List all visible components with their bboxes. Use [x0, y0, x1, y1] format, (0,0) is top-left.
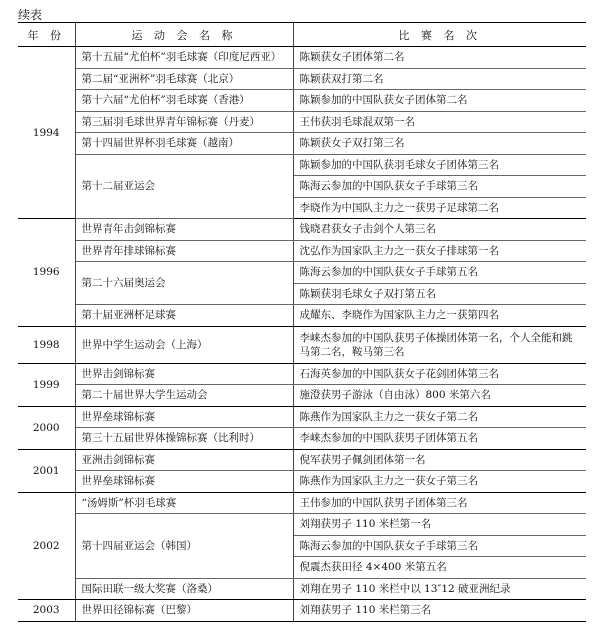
result-cell: 陈海云参加的中国队获女子手球第三名: [293, 535, 586, 557]
events-table: [18, 22, 586, 622]
event-cell: 第十二届亚运会: [75, 154, 293, 219]
table-body: [18, 47, 586, 622]
result-cell: 王伟获羽毛球混双第一名: [293, 111, 586, 133]
year-cell: 2003: [18, 600, 75, 622]
event-cell: 第十届亚洲杯足球赛: [75, 305, 293, 327]
continued-label: 续表: [18, 8, 43, 22]
result-cell: 钱晓君获女子击剑个人第三名: [293, 219, 586, 241]
year-cell: 2000: [18, 406, 75, 449]
result-cell: 石海英参加的中国队获女子花剑团体第三名: [293, 363, 586, 385]
year-cell: 1999: [18, 363, 75, 406]
header-result: 比 赛 名 次: [293, 23, 586, 47]
result-cell: 倪震杰获田径 4×400 米第五名: [293, 557, 586, 579]
event-cell: 亚洲击剑锦标赛: [75, 449, 293, 471]
result-cell: 陈颖获双打第二名: [293, 68, 586, 90]
table-row: [18, 219, 586, 241]
event-cell: 第十四届亚运会（韩国）: [75, 514, 293, 579]
table-row: [18, 240, 586, 262]
year-cell: 1994: [18, 47, 75, 219]
result-cell: 李晓作为中国队主力之一获男子足球第二名: [293, 197, 586, 219]
result-cell: 刘翔获男子 110 米栏第三名: [293, 600, 586, 622]
event-cell: 世界青年排球锦标赛: [75, 240, 293, 262]
table-row: [18, 600, 586, 622]
table-row: [18, 578, 586, 600]
event-cell: 第十六届“尤伯杯”羽毛球赛（香港）: [75, 90, 293, 112]
result-cell: 陈燕作为国家队主力之一获女子第二名: [293, 406, 586, 428]
event-cell: 第三届羽毛球世界青年锦标赛（丹麦）: [75, 111, 293, 133]
result-cell: 陈颖参加的中国队获羽毛球女子团体第三名: [293, 154, 586, 176]
result-cell: 陈海云参加的中国队获女子手球第五名: [293, 262, 586, 284]
header-row: [18, 23, 586, 47]
result-cell: 成耀东、李晓作为国家队主力之一获第四名: [293, 305, 586, 327]
event-cell: 第十五届“尤伯杯”羽毛球赛（印度尼西亚）: [75, 47, 293, 69]
table-row: [18, 47, 586, 69]
result-cell: 陈颖参加的中国队获女子团体第二名: [293, 90, 586, 112]
event-cell: 第十四届世界杯羽毛球赛（越南）: [75, 133, 293, 155]
table-row: [18, 514, 586, 536]
year-cell: 1998: [18, 326, 75, 363]
table-row: [18, 363, 586, 385]
table-row: [18, 406, 586, 428]
result-cell: 刘翔在男子 110 米栏中以 13″12 破亚洲纪录: [293, 578, 586, 600]
table-row: [18, 385, 586, 407]
table-row: [18, 90, 586, 112]
event-cell: 世界击剑锦标赛: [75, 363, 293, 385]
result-cell: 陈颖获女子双打第三名: [293, 133, 586, 155]
table-row: [18, 262, 586, 284]
table-row: [18, 428, 586, 450]
result-cell: 陈颖获羽毛球女子双打第五名: [293, 283, 586, 305]
result-cell: 陈燕作为国家队主力之一获女子第三名: [293, 471, 586, 493]
event-cell: 世界中学生运动会（上海）: [75, 326, 293, 363]
table-row: [18, 471, 586, 493]
table-row: [18, 305, 586, 327]
header-year: 年 份: [18, 23, 75, 47]
year-cell: 1996: [18, 219, 75, 327]
event-cell: 第二十届世界大学生运动会: [75, 385, 293, 407]
table-row: [18, 68, 586, 90]
event-cell: 世界垒球锦标赛: [75, 406, 293, 428]
event-cell: “汤姆斯”杯羽毛球赛: [75, 492, 293, 514]
result-cell: 李崃杰参加的中国队获男子体操团体第一名，个人全能和跳马第二名，鞍马第三名: [293, 326, 586, 363]
year-cell: 2001: [18, 449, 75, 492]
result-cell: 陈海云参加的中国队获女子手球第三名: [293, 176, 586, 198]
table-row: [18, 154, 586, 176]
header-event: 运 动 会 名 称: [75, 23, 293, 47]
event-cell: 第二十六届奥运会: [75, 262, 293, 305]
event-cell: 世界青年击剑锦标赛: [75, 219, 293, 241]
result-cell: 倪军获男子佩剑团体第一名: [293, 449, 586, 471]
event-cell: 第二届“亚洲杯”羽毛球赛（北京）: [75, 68, 293, 90]
event-cell: 国际田联一级大奖赛（洛桑）: [75, 578, 293, 600]
result-cell: 刘翔获男子 110 米栏第一名: [293, 514, 586, 536]
table-row: [18, 133, 586, 155]
table-row: [18, 326, 586, 363]
result-cell: 陈颖获女子团体第二名: [293, 47, 586, 69]
event-cell: 第三十五届世界体操锦标赛（比利时）: [75, 428, 293, 450]
result-cell: 沈弘作为国家队主力之一获女子排球第一名: [293, 240, 586, 262]
year-cell: 2002: [18, 492, 75, 600]
result-cell: 王伟参加的中国队获男子团体第三名: [293, 492, 586, 514]
table-row: [18, 492, 586, 514]
event-cell: 世界田径锦标赛（巴黎）: [75, 600, 293, 622]
table-row: [18, 449, 586, 471]
event-cell: 世界垒球锦标赛: [75, 471, 293, 493]
table-row: [18, 111, 586, 133]
result-cell: 李崃杰参加的中国队获男子团体第五名: [293, 428, 586, 450]
result-cell: 施澄获男子游泳（自由泳）800 米第六名: [293, 385, 586, 407]
